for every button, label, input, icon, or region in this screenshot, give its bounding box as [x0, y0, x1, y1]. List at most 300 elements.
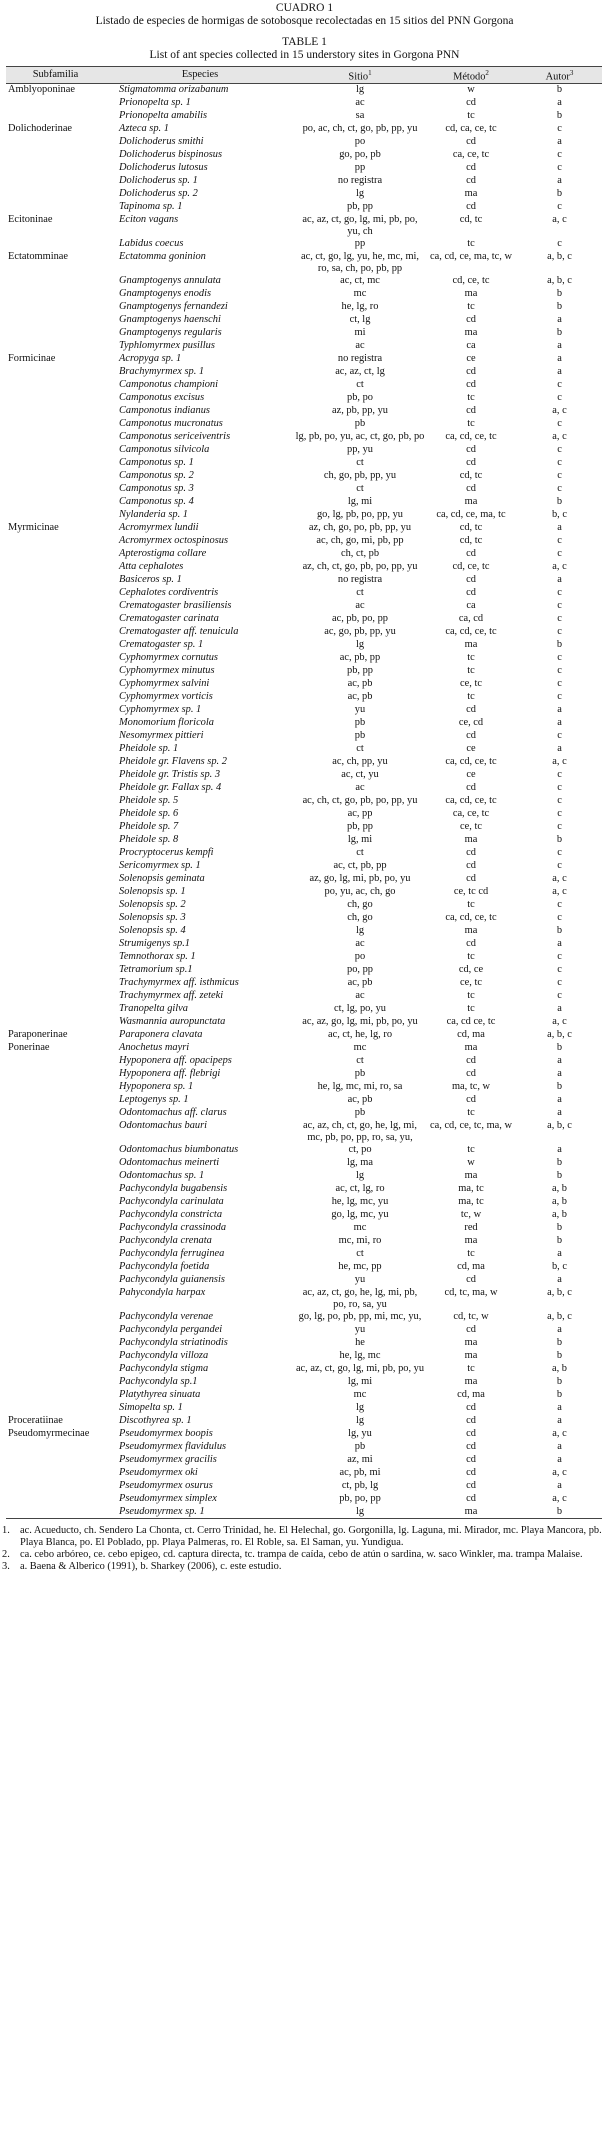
cell-sp: Solenopsis sp. 4	[119, 924, 186, 936]
cell-sp: Pachycondyla stigma	[119, 1362, 209, 1374]
cell-author: b	[556, 1221, 563, 1233]
table-row	[6, 418, 602, 431]
cell-author: a	[557, 1323, 562, 1335]
cell-site: ac	[355, 96, 365, 108]
cell-site: he, mc, pp	[338, 1260, 382, 1272]
cell-sub	[6, 162, 105, 175]
cell-site: go, lg, po, pb, pp, mi, mc, yu,	[298, 1310, 422, 1322]
cell-site: lg, mi	[347, 1375, 373, 1387]
table-row	[6, 1441, 602, 1454]
cell-site: az, ch, go, po, pb, pp, yu	[308, 521, 412, 533]
cell-sub	[6, 756, 105, 769]
cell-sp: Paraponera clavata	[119, 1028, 203, 1040]
cell-method: ce	[466, 768, 476, 780]
cell-sp: Monomorium floricola	[119, 716, 214, 728]
cell-site: lg	[295, 1506, 425, 1519]
cell-method: cd	[466, 378, 476, 390]
table-row	[6, 1170, 602, 1183]
table-row	[6, 392, 602, 405]
cell-sub	[6, 1248, 105, 1261]
cell-sub: Myrmicinae	[8, 521, 59, 533]
cell-site: lg	[355, 1414, 365, 1426]
cell-site: ch, go	[347, 911, 373, 923]
table-row	[6, 613, 602, 626]
table-row	[6, 665, 602, 678]
cell-sub	[6, 1170, 105, 1183]
cell-author: a, b, c	[547, 250, 572, 262]
cell-site: pb, pp	[347, 820, 373, 832]
footnote-text: ac. Acueducto, ch. Sendero La Chonta, ct. Cerro Trinidad, he. El Helechal, go. Gorgonilla, lg. Laguna, mi. Mirador, mc. Playa Mancora, pb. Playa Blanca, po. El Poblado, pp. Playa Palmeras, ro. El Roble, sa. El Saman, yu. Yundigua.	[20, 1525, 602, 1549]
cell-author: c	[557, 200, 562, 212]
cell-site: pb	[354, 1106, 366, 1118]
table-row	[6, 1209, 602, 1222]
cell-sp: Dolichoderus lutosus	[119, 161, 208, 173]
cell-method: tc	[467, 1002, 475, 1014]
cell-author: a	[557, 1479, 562, 1491]
cell-method: cd	[466, 1067, 476, 1079]
cell-sub	[6, 1261, 105, 1274]
cell-method: ca, cd ce, tc	[446, 1015, 496, 1027]
cell-author: a	[557, 339, 562, 351]
cell-sub	[6, 288, 105, 301]
cell-method: cd	[466, 1427, 476, 1439]
table-row	[6, 847, 602, 860]
cell-site: ac, pb	[347, 1093, 373, 1105]
cell-sub	[6, 717, 105, 730]
cell-method: ca, ce, tc	[452, 148, 490, 160]
cell-sub	[6, 574, 105, 587]
footnotes	[2, 1525, 609, 1573]
cell-sp: Pachycondyla crassinoda	[119, 1221, 227, 1233]
table-row	[6, 1324, 602, 1337]
table-row	[6, 1157, 602, 1170]
cell-method: ce	[466, 742, 476, 754]
table-row	[6, 457, 602, 470]
table-row	[6, 535, 602, 548]
cell-sub	[6, 1480, 105, 1493]
cell-sp: Cephalotes cordiventris	[119, 586, 219, 598]
cell-author: c	[557, 651, 562, 663]
cell-sp: Pachycondyla verenae	[119, 1310, 213, 1322]
cell-method: ma	[464, 287, 478, 299]
table-row	[6, 1467, 602, 1480]
cell-method: tc	[467, 391, 475, 403]
cell-site: lg, mi	[347, 495, 373, 507]
cell-author: b	[556, 1349, 563, 1361]
cell-sub	[6, 175, 105, 188]
cell-method: cd, ce	[458, 963, 484, 975]
cell-sub	[6, 873, 105, 886]
table-row	[6, 873, 602, 886]
cell-site: lg	[355, 1401, 365, 1413]
cell-sub	[6, 847, 105, 860]
cell-sub	[6, 1094, 105, 1107]
cell-site: ac, go, pb, pp, yu	[324, 625, 396, 637]
table-row	[6, 821, 602, 834]
cell-author: a, b	[551, 1182, 567, 1194]
cell-site: ac, az, ct, lg	[335, 365, 385, 377]
cell-site: ac, pb, pp	[339, 651, 381, 663]
cell-author: b	[556, 187, 563, 199]
table-row	[6, 795, 602, 808]
cell-site: ch, go	[347, 898, 373, 910]
cell-sub	[6, 782, 105, 795]
cell-sp: Pheidole gr. Flavens sp. 2	[119, 755, 227, 767]
cell-site: mi	[354, 326, 366, 338]
cell-author: a	[557, 135, 562, 147]
cell-author: c	[557, 989, 562, 1001]
cell-site: he, lg, ro	[341, 300, 379, 312]
cell-site: ac, ct, pb, pp	[333, 859, 387, 871]
cell-site: ct	[356, 1247, 364, 1259]
cell-method: cd	[466, 456, 476, 468]
cell-method: ce, tc	[460, 976, 482, 988]
cell-sub	[6, 1144, 105, 1157]
cell-sub	[6, 314, 105, 327]
cell-sp: Atta cephalotes	[119, 560, 184, 572]
cell-sub	[6, 483, 105, 496]
cell-method: cd	[466, 1479, 476, 1491]
cell-method: ce, cd	[458, 716, 484, 728]
cell-sub	[6, 964, 105, 977]
cell-site: po	[354, 135, 366, 147]
footnote-number: 1.	[2, 1525, 10, 1537]
cell-author: a	[557, 742, 562, 754]
cell-method: ca, ce, tc	[452, 807, 490, 819]
cell-sub	[6, 821, 105, 834]
table-row	[6, 990, 602, 1003]
cell-author: b	[556, 1336, 563, 1348]
cell-author: a	[557, 1440, 562, 1452]
cell-method: cd	[466, 1414, 476, 1426]
table-row	[6, 1107, 602, 1120]
table-row	[6, 769, 602, 782]
cell-author: c	[557, 443, 562, 455]
cell-sub	[6, 626, 105, 639]
table-row	[6, 327, 602, 340]
cell-author: a, c	[552, 1466, 567, 1478]
cell-author: b	[556, 833, 563, 845]
cell-sub	[6, 730, 105, 743]
cell-method: ca	[466, 339, 476, 351]
cell-site: ct, po	[348, 1143, 372, 1155]
caption-english-title: List of ant species collected in 15 understory sites in Gorgona PNN	[149, 49, 460, 61]
cell-method: cd	[466, 404, 476, 416]
cell-sub	[6, 418, 105, 431]
cell-sub	[6, 405, 105, 418]
cell-site: yu	[354, 1323, 366, 1335]
cell-site: ac	[355, 989, 365, 1001]
table-row	[6, 301, 602, 314]
cell-author: c	[557, 391, 562, 403]
cell-method: cd	[466, 1453, 476, 1465]
cell-author: b	[556, 1375, 563, 1387]
table-row	[6, 366, 602, 379]
cell-site: lg, mi	[347, 833, 373, 845]
cell-sub	[6, 1376, 105, 1389]
cell-sub	[6, 938, 105, 951]
cell-site: ct, lg, po, yu	[334, 1002, 386, 1014]
cell-sub	[6, 149, 105, 162]
cell-author: b	[556, 326, 563, 338]
table-row	[6, 1480, 602, 1493]
cell-sub: Ectatomminae	[8, 250, 69, 262]
cell-sub	[6, 470, 105, 483]
cell-sub	[6, 188, 105, 201]
table-row	[6, 548, 602, 561]
cell-author: a, b	[551, 1195, 567, 1207]
cell-author: a	[557, 1054, 562, 1066]
cell-method: tc	[467, 1143, 475, 1155]
table-row	[6, 1183, 602, 1196]
cell-author: c	[557, 911, 562, 923]
cell-method: red	[464, 1221, 478, 1233]
cell-author: c	[557, 976, 562, 988]
cell-sub	[6, 457, 105, 470]
cell-site: ct	[356, 378, 364, 390]
cell-author: a, c	[552, 1492, 567, 1504]
cell-site: po, ac, ch, ct, go, pb, pp, yu	[302, 122, 418, 134]
cell-sp: Pheidole gr. Tristis sp. 3	[119, 768, 221, 780]
cell-method: cd	[466, 1401, 476, 1413]
cell-method: ce, tc	[460, 677, 482, 689]
cell-author: a	[557, 1067, 562, 1079]
cell-sp: Discothyrea sp. 1	[119, 1414, 192, 1426]
cell-sp: Camponotus silvicola	[119, 443, 210, 455]
cell-sp: Camponotus sp. 3	[119, 482, 194, 494]
cell-sp: Pheidole sp. 7	[119, 820, 179, 832]
cell-author: c	[557, 768, 562, 780]
cell-method: ca, cd, ce, ma, tc	[436, 508, 506, 520]
cell-sp: Labidus coecus	[119, 237, 184, 249]
cell-author: b	[517, 1506, 602, 1519]
table-row	[6, 678, 602, 691]
cell-sub	[6, 1402, 105, 1415]
cell-author: c	[557, 586, 562, 598]
cell-sp: Pahycondyla harpax	[119, 1286, 206, 1298]
cell-method: ma, tc, w	[451, 1080, 491, 1092]
cell-sp: Tranopelta gilva	[119, 1002, 188, 1014]
cell-author: c	[557, 625, 562, 637]
cell-site: he	[355, 1336, 365, 1348]
cell-author: a, c	[552, 885, 567, 897]
table-row	[6, 977, 602, 990]
cell-site: ct	[356, 742, 364, 754]
cell-sp: Dolichoderus sp. 2	[119, 187, 198, 199]
cell-author: b	[556, 300, 563, 312]
table-row	[6, 1376, 602, 1389]
table-row	[6, 1068, 602, 1081]
cell-site: pp	[354, 161, 366, 173]
cell-sp: Pheidole gr. Fallax sp. 4	[119, 781, 222, 793]
cell-sp: Camponotus indianus	[119, 404, 210, 416]
cell-sp: Camponotus championi	[119, 378, 219, 390]
cell-author: b	[556, 495, 563, 507]
cell-sub	[6, 1493, 105, 1506]
cell-sp: Pachycondyla guianensis	[119, 1273, 225, 1285]
table-row	[6, 84, 602, 97]
cell-sub	[6, 97, 105, 110]
cell-site: az, pb, pp, yu	[332, 404, 388, 416]
cell-sub: Paraponerinae	[8, 1028, 68, 1040]
cell-sp: Camponotus mucronatus	[119, 417, 223, 429]
cell-sp: Acromyrmex lundii	[119, 521, 199, 533]
cell-sub	[6, 1222, 105, 1235]
cell-sp: Gnamptogenys enodis	[119, 287, 212, 299]
table-row	[6, 1016, 602, 1029]
cell-sub	[6, 1337, 105, 1350]
cell-site: ac	[355, 339, 365, 351]
table-row	[6, 1235, 602, 1248]
cell-method: cd, tc, ma, w	[444, 1286, 498, 1298]
footnote-text: ca. cebo arbóreo, ce. cebo epigeo, cd. captura directa, tc. trampa de caída, cebo de atún o sardina, w. saco Winkler, ma. trampa Malaise.	[20, 1549, 583, 1561]
cell-sp: Pseudomyrmex flavidulus	[119, 1440, 227, 1452]
cell-sub: Formicinae	[8, 352, 56, 364]
cell-author: c	[557, 547, 562, 559]
table-row	[6, 1287, 602, 1311]
cell-method: cd	[466, 482, 476, 494]
cell-author: a	[557, 1143, 562, 1155]
header-especies: Especies	[105, 67, 295, 84]
cell-sp: Strumigenys sp.1	[119, 937, 190, 949]
cell-method: ma	[464, 1041, 478, 1053]
cell-site: mc	[353, 1388, 367, 1400]
cell-author: c	[557, 378, 562, 390]
cell-method: cd, ma	[457, 1260, 485, 1272]
table-row	[6, 97, 602, 110]
cell-sp: Pachycondyla pergandei	[119, 1323, 223, 1335]
cell-method: ce	[466, 352, 476, 364]
cell-sp: Camponotus excisus	[119, 391, 205, 403]
cell-sp: Pseudomyrmex simplex	[119, 1492, 217, 1504]
table-row	[6, 110, 602, 123]
cell-sp: Platythyrea sinuata	[119, 1388, 201, 1400]
cell-author: c	[557, 417, 562, 429]
cell-site: ac, ct, go, lg, yu, he, mc, mi, ro, sa, ch, po, pb, pp	[300, 250, 420, 274]
cell-sub	[6, 977, 105, 990]
cell-method: cd	[466, 1492, 476, 1504]
table-row	[6, 1261, 602, 1274]
cell-sp: Solenopsis sp. 2	[119, 898, 186, 910]
cell-sub	[6, 431, 105, 444]
cell-author: a, b, c	[547, 1286, 572, 1298]
cell-sub	[6, 366, 105, 379]
cell-sub	[6, 899, 105, 912]
table-row	[6, 600, 602, 613]
cell-site: pp, yu	[347, 443, 373, 455]
cell-sp: Pachycondyla ferruginea	[119, 1247, 225, 1259]
table-row	[6, 1003, 602, 1016]
cell-method: cd	[466, 135, 476, 147]
cell-sp: Apterostigma collare	[119, 547, 207, 559]
header-subfamilia: Subfamilia	[6, 67, 105, 84]
cell-sub	[6, 678, 105, 691]
cell-sub	[6, 1055, 105, 1068]
cell-author: a, c	[552, 430, 567, 442]
cell-method: cd	[466, 937, 476, 949]
table-row	[6, 1363, 602, 1376]
cell-sp: Odontomachus biumbonatus	[119, 1143, 239, 1155]
cell-sp: Pseudomyrmex gracilis	[119, 1453, 217, 1465]
cell-sub	[6, 639, 105, 652]
cell-method: cd, tc	[459, 521, 483, 533]
table-row	[6, 1389, 602, 1402]
cell-method: ca, cd, ce, tc, ma, w	[430, 1119, 512, 1131]
cell-method: ma, tc	[458, 1182, 484, 1194]
cell-site: ac, ct, yu	[341, 768, 379, 780]
cell-sp: Tapinoma sp. 1	[119, 200, 183, 212]
table-row	[6, 470, 602, 483]
cell-author: b	[556, 1041, 563, 1053]
cell-author: a	[557, 1273, 562, 1285]
cell-site: lg, pb, po, yu, ac, ct, go, pb, po	[295, 430, 425, 442]
cell-author: b	[556, 1388, 563, 1400]
cell-sub	[6, 1003, 105, 1016]
cell-author: c	[557, 690, 562, 702]
cell-sub	[6, 1068, 105, 1081]
cell-method: ma	[464, 1349, 478, 1361]
cell-site: lg	[355, 84, 365, 96]
cell-sub	[6, 1196, 105, 1209]
cell-method: tc	[467, 1106, 475, 1118]
cell-method: ce, tc	[460, 820, 482, 832]
header-metodo: Método$^2$	[425, 67, 517, 84]
cell-site: pb	[354, 729, 366, 741]
cell-author: a, b, c	[547, 274, 572, 286]
cell-method: tc	[467, 989, 475, 1001]
cell-sub	[6, 600, 105, 613]
cell-sp: Pachycondyla striatinodis	[119, 1336, 228, 1348]
cell-author: c	[557, 846, 562, 858]
cell-author: a	[557, 96, 562, 108]
cell-method: cd, ce, tc	[452, 560, 490, 572]
cell-author: a	[557, 1247, 562, 1259]
cell-sp: Camponotus sp. 1	[119, 456, 194, 468]
cell-method: cd, ma	[457, 1028, 485, 1040]
table-row	[6, 444, 602, 457]
cell-site: po, pp	[347, 963, 373, 975]
table-row	[6, 1350, 602, 1363]
cell-site: pb, pp	[347, 200, 373, 212]
cell-method: tc	[467, 651, 475, 663]
cell-author: c	[557, 148, 562, 160]
table-row	[6, 1493, 602, 1506]
cell-sp: Leptogenys sp. 1	[119, 1093, 189, 1105]
cell-sp: Nesomyrmex pittieri	[119, 729, 204, 741]
cell-method: tc	[467, 237, 475, 249]
cell-site: ac, az, ch, ct, go, he, lg, mi, mc, pb, po, pp, ro, sa, yu,	[303, 1119, 417, 1143]
cell-author: b, c	[551, 1260, 567, 1272]
cell-author: c	[557, 963, 562, 975]
table-row	[6, 886, 602, 899]
cell-sub	[6, 912, 105, 925]
cell-sub	[6, 1441, 105, 1454]
cell-sp: Wasmannia auropunctata	[119, 1015, 226, 1027]
table-row	[6, 1029, 602, 1042]
cell-sub	[6, 1209, 105, 1222]
cell-sub	[6, 665, 105, 678]
cell-author: c	[557, 456, 562, 468]
cell-sub	[6, 1157, 105, 1170]
cell-sp: Camponotus sp. 4	[119, 495, 194, 507]
caption-spanish-title: Listado de especies de hormigas de sotobosque recolectadas en 15 sitios del PNN Gorgona	[95, 15, 514, 27]
cell-sp: Nylanderia sp. 1	[119, 508, 188, 520]
table-row	[6, 123, 602, 136]
cell-sp: Ectatomma goninion	[119, 250, 206, 262]
cell-method: ma	[464, 638, 478, 650]
table-row	[6, 1402, 602, 1415]
cell-author: c	[557, 859, 562, 871]
